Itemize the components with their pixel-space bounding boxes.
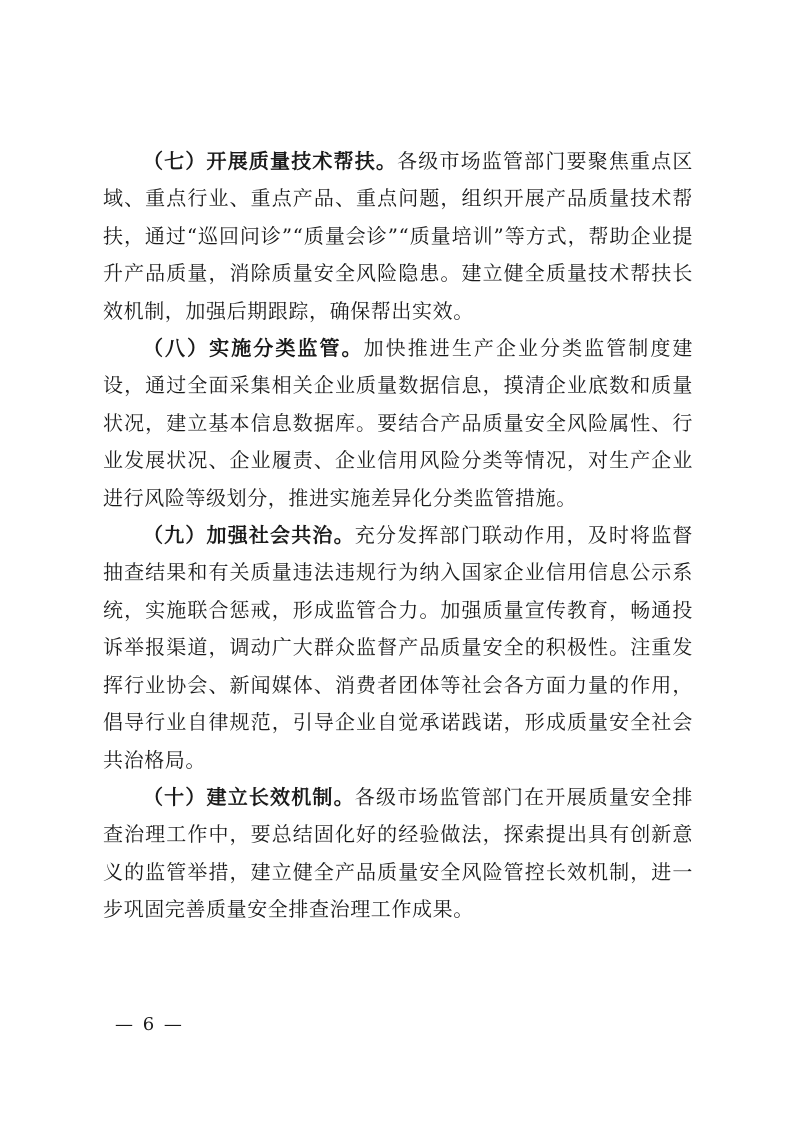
paragraph-heading: （八）实施分类监管。 (143, 336, 364, 361)
paragraph-classified-supervision (103, 330, 693, 517)
paragraph-heading: （九）加强社会共治。 (143, 523, 355, 548)
paragraph-long-term-mechanism (103, 779, 693, 929)
page-number: — 6 — (115, 1014, 184, 1035)
paragraph-text: 加快推进生产企业分类监管制度建设，通过全面采集相关企业质量数据信息，摸清企业底数和质量状况，建立基本信息数据库。要结合产品质量安全风险属性、行业发展状况、企业履责、企业信用风险分类等情况，对生产企业进行风险等级划分，推进实施差异化分类监管措施。 (103, 336, 694, 510)
paragraph-text: 充分发挥部门联动作用，及时将监督抽查结果和有关质量违法违规行为纳入国家企业信用信息公示系统，实施联合惩戒，形成监管合力。加强质量宣传教育，畅通投诉举报渠道，调动广大群众监督产品质量安全的积极性。注重发挥行业协会、新闻媒体、消费者团体等社会各方面力量的作用，倡导行业自律规范，引导企业自觉承诺践诺，形成质量安全社会共治格局。 (103, 523, 693, 772)
paragraph-quality-tech-support (103, 143, 693, 330)
paragraph-text: 各级市场监管部门在开展质量安全排查治理工作中，要总结固化好的经验做法，探索提出具有创新意义的监管举措，建立健全产品质量安全风险管控长效机制，进一步巩固完善质量安全排查治理工作成果。 (103, 784, 693, 922)
paragraph-text: 各级市场监管部门要聚焦重点区域、重点行业、重点产品、重点问题，组织开展产品质量技术帮扶，通过“巡回问诊”“质量会诊”“质量培训”等方式，帮助企业提升产品质量，消除质量安全风险隐患。建立健全质量技术帮扶长效机制，加强后期跟踪，确保帮出实效。 (103, 149, 693, 323)
document-body (103, 143, 693, 929)
paragraph-heading: （七）开展质量技术帮扶。 (143, 149, 398, 173)
paragraph-social-cogovernance (103, 517, 693, 779)
paragraph-heading: （十）建立长效机制。 (143, 784, 355, 809)
